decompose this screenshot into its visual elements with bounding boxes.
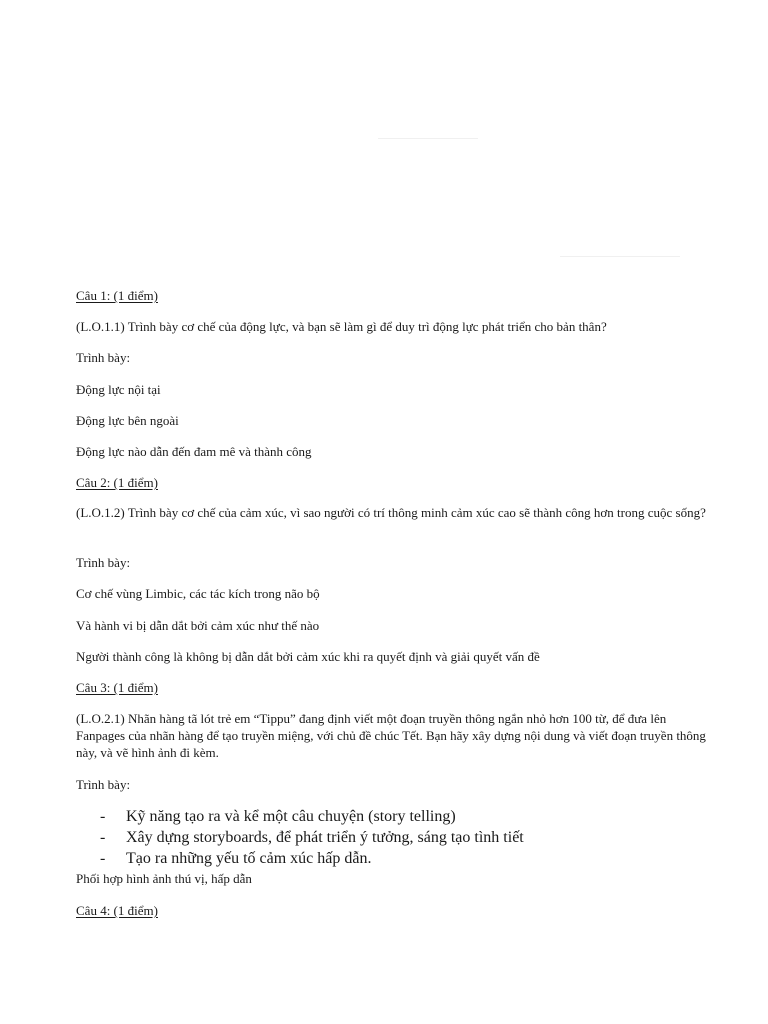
bullet-dash: - (100, 829, 106, 846)
bullet-dash: - (100, 850, 106, 867)
faint-scan-line (560, 256, 680, 257)
list-item (100, 806, 524, 827)
question-2-point: Người thành công là không bị dẫn dắt bởi cảm xúc khi ra quyết định và giải quyết vấn đề (76, 649, 540, 664)
bullet-text: Xây dựng storyboards, để phát triển ý tưởng, sáng tạo tình tiết (126, 829, 524, 846)
question-4-heading: Câu 4: (1 điểm) (76, 903, 158, 918)
question-3-present-label: Trình bày: (76, 777, 131, 792)
question-1-heading: Câu 1: (1 điểm) (76, 288, 158, 303)
question-3-heading: Câu 3: (1 điểm) (76, 680, 158, 695)
question-2-text: (L.O.1.2) Trình bày cơ chế của cảm xúc, vì sao người có trí thông minh cảm xúc cao sẽ thành công hơn trong cuộc sống? (76, 505, 706, 520)
question-3-extra-point: Phối hợp hình ảnh thú vị, hấp dẫn (76, 871, 252, 886)
list-item (100, 848, 524, 869)
question-2-present-label: Trình bày: (76, 555, 131, 570)
faint-scan-line (378, 138, 478, 139)
list-item (100, 827, 524, 848)
question-1-text: (L.O.1.1) Trình bày cơ chế của động lực, và bạn sẽ làm gì để duy trì động lực phát triển cho bản thân? (76, 319, 607, 334)
question-2-point: Cơ chế vùng Limbic, các tác kích trong não bộ (76, 586, 320, 601)
question-2-heading: Câu 2: (1 điểm) (76, 475, 158, 490)
bullet-text: Kỹ năng tạo ra và kể một câu chuyện (story telling) (126, 808, 456, 825)
question-1-point: Động lực nào dẫn đến đam mê và thành công (76, 444, 312, 459)
question-2-point: Và hành vi bị dẫn dắt bởi cảm xúc như thế nào (76, 618, 320, 633)
question-1-point: Động lực bên ngoài (76, 413, 179, 428)
bullet-text: Tạo ra những yếu tố cảm xúc hấp dẫn. (126, 850, 372, 867)
question-1-point: Động lực nội tại (76, 382, 161, 397)
question-3-bullet-list (100, 806, 524, 869)
question-1-present-label: Trình bày: (76, 350, 131, 365)
bullet-dash: - (100, 808, 106, 825)
question-3-text: (L.O.2.1) Nhãn hàng tã lót trẻ em “Tippu” đang định viết một đoạn truyền thông ngắn nhỏ hơn 100 từ, để đưa lên Fanpages của nhãn hàng để tạo truyền miệng, với chủ đề chúc Tết. Bạn hãy xây dựng nội dung và viết đoạn truyền thông này, và vẽ hình ảnh đi kèm. (76, 711, 706, 760)
